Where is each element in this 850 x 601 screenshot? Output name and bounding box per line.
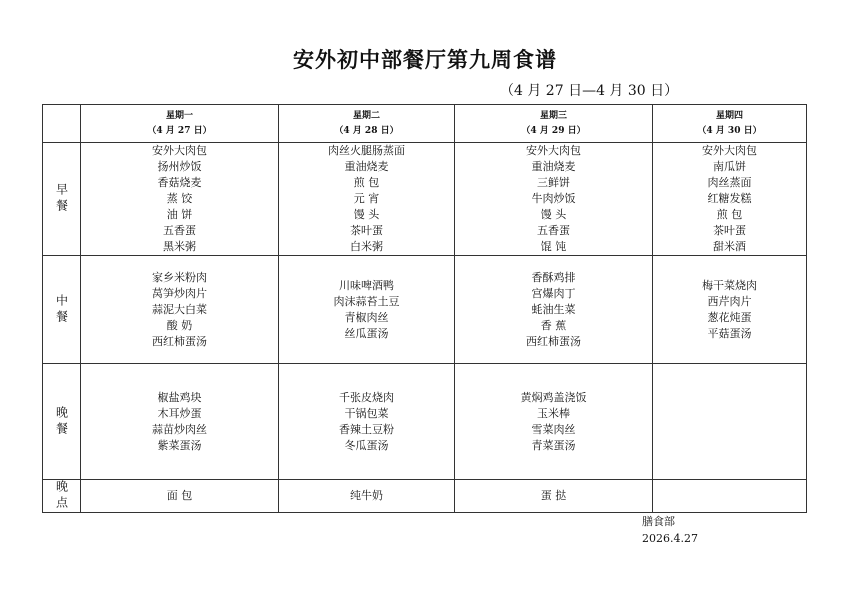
dish-item: 重油烧麦 xyxy=(531,160,576,173)
menu-cell xyxy=(653,364,807,480)
menu-cell xyxy=(81,256,279,364)
dish-item: 莴笋炒肉片 xyxy=(152,286,207,300)
dish-item: 香 蕉 xyxy=(540,318,567,332)
dish-item: 蒜泥大白菜 xyxy=(152,302,207,316)
header-row xyxy=(43,105,807,143)
day-header-mon xyxy=(81,105,279,143)
dish-item: 家乡米粉肉 xyxy=(152,270,207,284)
meal-row xyxy=(43,143,807,256)
dish-item: 平菇蛋汤 xyxy=(707,326,752,340)
dish-item: 茶叶蛋 xyxy=(350,224,383,237)
dish-item: 扬州炒饭 xyxy=(157,160,202,173)
department-name: 膳食部 xyxy=(642,515,675,528)
dish-item: 安外大肉包 xyxy=(152,144,207,157)
dish-item: 丝瓜蛋汤 xyxy=(344,326,389,340)
dish-item: 黄焖鸡盖浇饭 xyxy=(520,390,587,404)
dish-item: 煎 包 xyxy=(716,208,743,221)
dish-item: 雪菜肉丝 xyxy=(531,422,576,436)
menu-cell xyxy=(279,256,455,364)
dish-item: 香菇烧麦 xyxy=(157,176,202,189)
day-name: 星期二 xyxy=(352,110,380,121)
menu-cell xyxy=(455,256,653,364)
day-date: （4 月 27 日） xyxy=(147,125,212,136)
day-date: （4 月 29 日） xyxy=(521,125,586,136)
meal-row xyxy=(43,256,807,364)
day-date: （4 月 28 日） xyxy=(334,125,399,136)
dish-item: 宫爆肉丁 xyxy=(531,286,576,300)
dish-item: 安外大肉包 xyxy=(702,144,757,157)
menu-cell xyxy=(279,364,455,480)
date-range: （4 月 27 日—4 月 30 日） xyxy=(500,83,679,99)
dish-item: 椒盐鸡块 xyxy=(157,390,202,404)
dish-item: 牛肉炒饭 xyxy=(531,192,576,205)
dish-item: 红糖发糕 xyxy=(707,192,752,205)
menu-cell xyxy=(653,143,807,256)
page-title: 安外初中部餐厅第九周食谱 xyxy=(293,48,557,72)
day-header-tue xyxy=(279,105,455,143)
menu-table xyxy=(42,104,807,513)
menu-cell xyxy=(81,364,279,480)
dish-item: 重油烧麦 xyxy=(344,160,389,173)
dish-item: 馒 头 xyxy=(540,208,567,221)
dish-item: 蒸 饺 xyxy=(166,192,193,205)
dish-item: 肉丝火腿肠蒸面 xyxy=(328,144,405,157)
footer-date: 2026.4.27 xyxy=(642,532,698,545)
menu-cell xyxy=(653,480,807,513)
footer xyxy=(642,513,698,547)
dish-item: 西红柿蛋汤 xyxy=(152,334,207,348)
menu-cell xyxy=(81,143,279,256)
dish-item: 面 包 xyxy=(166,489,193,502)
meal-label: 中餐 xyxy=(43,256,81,364)
day-header-thu xyxy=(653,105,807,143)
menu-cell xyxy=(455,143,653,256)
dish-item: 葱花炖蛋 xyxy=(707,310,752,324)
dish-item: 甜米酒 xyxy=(713,240,746,253)
day-date: （4 月 30 日） xyxy=(697,125,762,136)
dish-item: 紫菜蛋汤 xyxy=(157,438,202,452)
dish-item: 南瓜饼 xyxy=(713,160,746,173)
dish-item: 肉丝蒸面 xyxy=(707,176,752,189)
day-name: 星期三 xyxy=(539,110,567,121)
dish-item: 纯牛奶 xyxy=(350,489,383,502)
dish-item: 川味啤酒鸭 xyxy=(339,278,394,292)
dish-item: 茶叶蛋 xyxy=(713,224,746,237)
dish-item: 青菜蛋汤 xyxy=(531,438,576,452)
dish-item: 冬瓜蛋汤 xyxy=(344,438,389,452)
dish-item: 蚝油生菜 xyxy=(531,302,576,316)
meal-row xyxy=(43,480,807,513)
dish-item: 馒 头 xyxy=(353,208,380,221)
dish-item: 蛋 挞 xyxy=(540,489,567,502)
menu-cell xyxy=(279,143,455,256)
dish-item: 五香蛋 xyxy=(163,224,196,237)
menu-cell xyxy=(455,480,653,513)
dish-item: 馄 饨 xyxy=(540,240,567,253)
dish-item: 蒜苗炒肉丝 xyxy=(152,422,207,436)
menu-cell xyxy=(653,256,807,364)
meal-label: 晚餐 xyxy=(43,364,81,480)
dish-item: 五香蛋 xyxy=(537,224,570,237)
dish-item: 黑米粥 xyxy=(163,240,196,253)
dish-item: 千张皮烧肉 xyxy=(339,390,394,404)
day-name: 星期四 xyxy=(715,110,743,121)
dish-item: 西芹肉片 xyxy=(707,294,752,308)
dish-item: 西红柿蛋汤 xyxy=(526,334,581,348)
dish-item: 梅干菜烧肉 xyxy=(702,278,757,292)
dish-item: 玉米棒 xyxy=(537,406,570,420)
dish-item: 木耳炒蛋 xyxy=(157,406,202,420)
dish-item: 油 饼 xyxy=(166,208,193,221)
menu-cell xyxy=(81,480,279,513)
dish-item: 酸 奶 xyxy=(166,318,193,332)
dish-item: 香辣土豆粉 xyxy=(339,422,394,436)
meal-row xyxy=(43,364,807,480)
meal-label: 早餐 xyxy=(43,143,81,256)
menu-cell xyxy=(279,480,455,513)
dish-item: 肉沫蒜苔土豆 xyxy=(333,294,400,308)
dish-item: 香酥鸡排 xyxy=(531,270,576,284)
dish-item: 青椒肉丝 xyxy=(344,310,389,324)
dish-item: 三鲜饼 xyxy=(537,176,570,189)
day-header-wed xyxy=(455,105,653,143)
dish-item: 白米粥 xyxy=(350,240,383,253)
menu-cell xyxy=(455,364,653,480)
dish-item: 元 宵 xyxy=(353,192,380,205)
day-name: 星期一 xyxy=(165,110,193,121)
corner-cell xyxy=(43,105,81,143)
meal-label: 晚点 xyxy=(43,480,81,513)
dish-item: 干锅包菜 xyxy=(344,406,389,420)
dish-item: 煎 包 xyxy=(353,176,380,189)
dish-item: 安外大肉包 xyxy=(526,144,581,157)
